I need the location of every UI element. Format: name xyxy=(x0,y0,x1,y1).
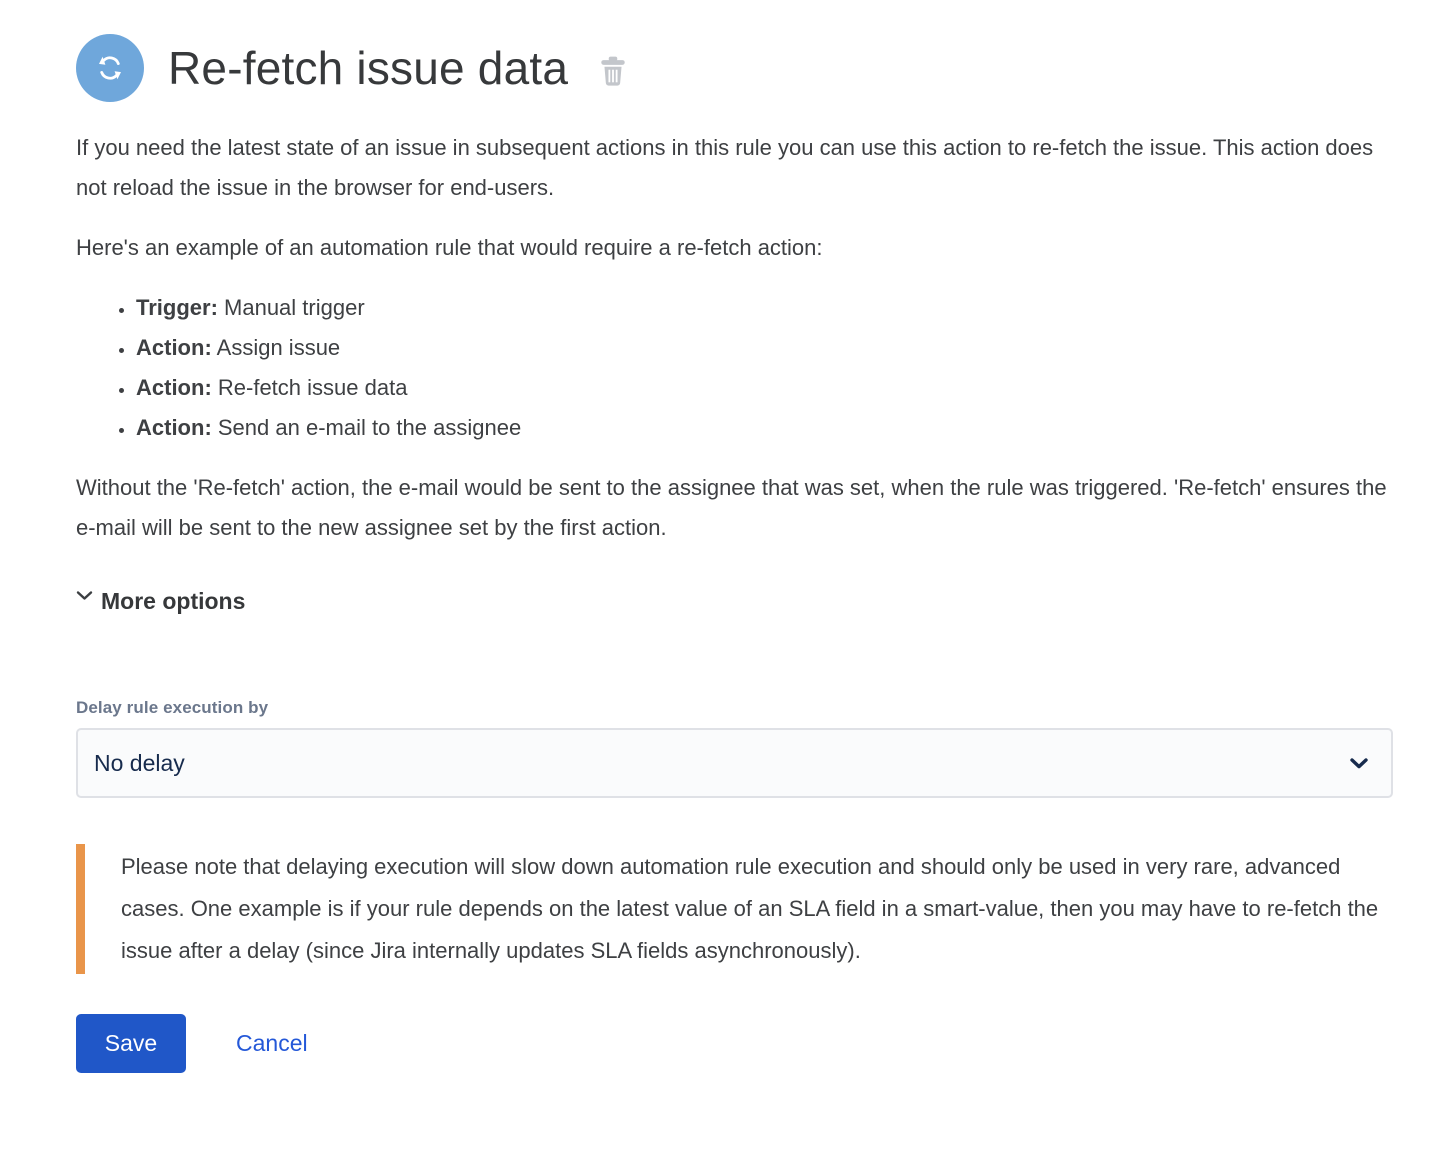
list-item xyxy=(136,328,1392,368)
more-options-toggle[interactable] xyxy=(76,586,245,616)
description-paragraph-2: Here's an example of an automation rule that would require a re-fetch action: xyxy=(76,235,823,260)
list-item xyxy=(136,368,1392,408)
chevron-down-icon xyxy=(1349,757,1369,770)
list-item-label: Action: xyxy=(136,335,212,360)
trash-icon xyxy=(598,75,628,90)
list-item-text: Manual trigger xyxy=(217,295,365,320)
delay-select-value: No delay xyxy=(94,749,185,776)
refresh-icon xyxy=(76,34,144,102)
list-item-text: Re-fetch issue data xyxy=(211,375,408,400)
more-options-label: More options xyxy=(101,588,246,614)
description-paragraph-3: Without the 'Re-fetch' action, the e-mail would be sent to the assignee that was set, when the rule was triggered. 'Re-fetch' ensures the e-mail will be sent to the new assignee set by the first action. xyxy=(76,475,1387,540)
save-button[interactable]: Save xyxy=(76,1014,186,1073)
cancel-link[interactable]: Cancel xyxy=(236,1030,308,1056)
chevron-down-icon xyxy=(76,590,93,601)
delete-action-button[interactable] xyxy=(598,55,628,87)
page-title: Re-fetch issue data xyxy=(168,41,569,94)
list-item xyxy=(136,288,1392,328)
list-item-label: Action: xyxy=(136,375,212,400)
example-rule-list xyxy=(76,288,1392,448)
list-item-text: Send an e-mail to the assignee xyxy=(211,415,522,440)
list-item xyxy=(136,408,1392,448)
action-buttons-row xyxy=(76,1014,1392,1073)
list-item-text: Assign issue xyxy=(211,335,341,360)
panel-header xyxy=(76,34,1392,102)
list-item-label: Action: xyxy=(136,415,212,440)
description-paragraph-1: If you need the latest state of an issue in subsequent actions in this rule you can use this action to re-fetch the issue. This action does not reload the issue in the browser for end-users. xyxy=(76,135,1374,200)
delay-select[interactable] xyxy=(76,728,1393,798)
delay-warning-note xyxy=(76,844,1392,974)
list-item-label: Trigger: xyxy=(136,295,218,320)
delay-field-label: Delay rule execution by xyxy=(76,698,269,717)
delay-warning-text: Please note that delaying execution will slow down automation rule execution and should only be used in very rare, advanced cases. One example is if your rule depends on the latest value of an SLA field in a smart-value, then you may have to re-fetch the issue after a delay (since Jira internally updates SLA fields asynchronously). xyxy=(121,854,1379,963)
